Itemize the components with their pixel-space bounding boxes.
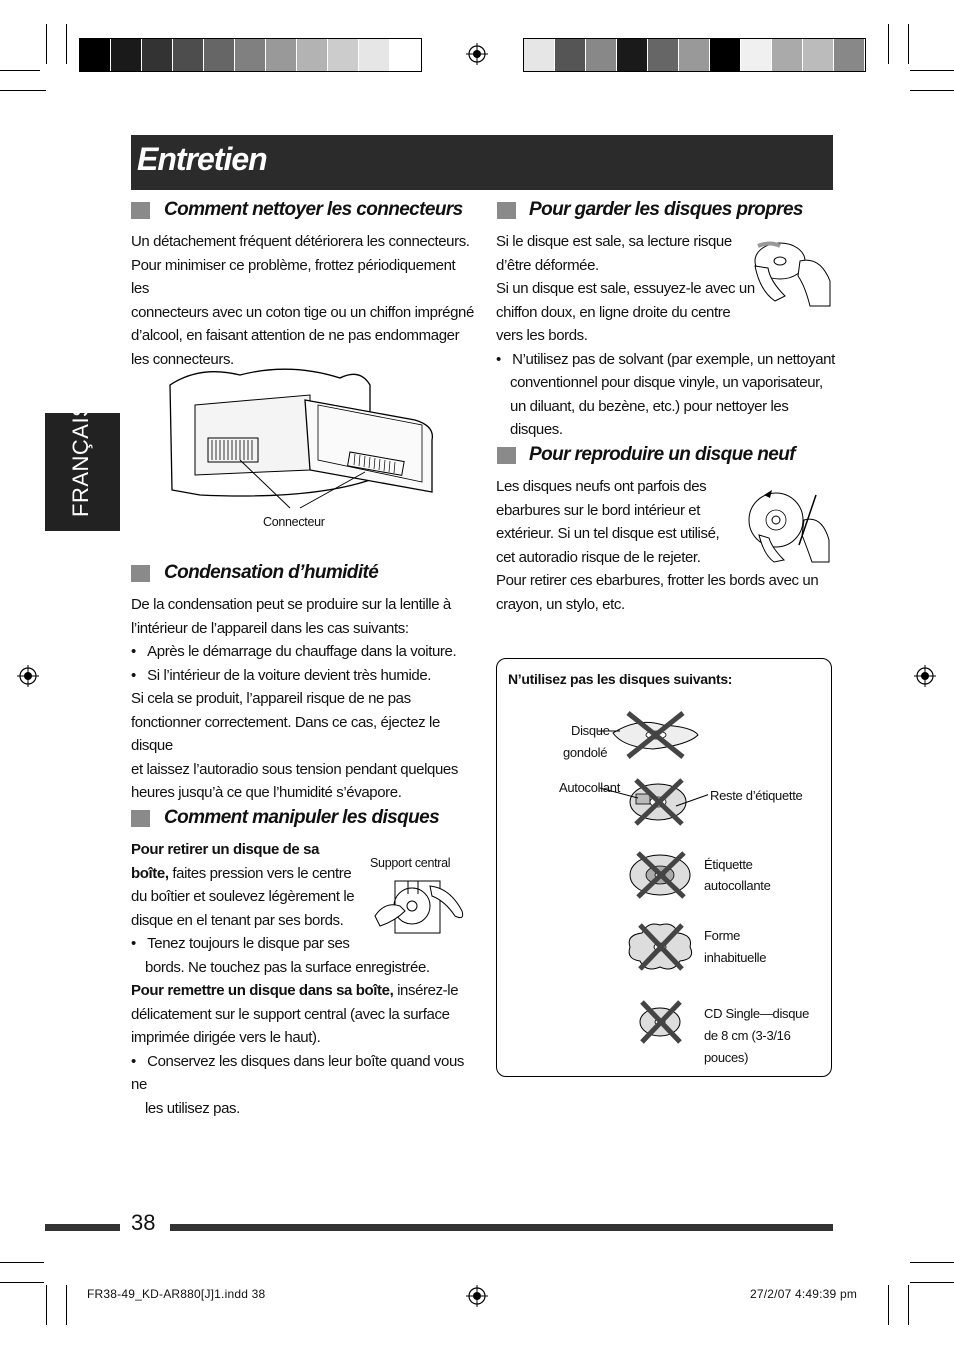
crop-mark [910, 70, 954, 71]
bullet-text: Après le démarrage du chauffage dans la voiture. [147, 643, 457, 660]
text-line: Pour minimiser ce problème, frottez périodiquement les [131, 256, 456, 297]
label-8cm: de 8 cm (3-3/16 [704, 1028, 791, 1043]
bold-text: Pour remettre un disque dans sa boîte, [131, 982, 394, 999]
label-etiquette: Étiquette [704, 857, 753, 872]
color-swatch [80, 39, 111, 71]
text-line: Un détachement fréquent détériorera les connecteurs. [131, 233, 470, 250]
bullet-text: Tenez toujours le disque par ses [147, 935, 350, 952]
crop-mark [910, 1262, 954, 1263]
footer-rule-right [170, 1224, 833, 1231]
text-line: imprimée dirigée vers le haut). [131, 1029, 321, 1046]
label-pouces: pouces) [704, 1050, 749, 1065]
text-line: vers les bords. [496, 327, 588, 344]
label-inhabituelle: inhabituelle [704, 950, 767, 965]
heading-manipuler: Comment manipuler les disques [164, 807, 440, 828]
text-line: Pour retirer ces ebarbures, frotter les bords avec un [496, 572, 819, 589]
crop-mark [910, 1282, 954, 1283]
text-line: extérieur. Si un tel disque est utilisé, [496, 525, 720, 542]
heading-propres: Pour garder les disques propres [529, 199, 803, 220]
language-tab-label: FRANÇAIS [68, 401, 93, 517]
color-swatch [297, 39, 328, 71]
crop-mark [46, 24, 47, 64]
text-line: Si un disque est sale, essuyez-le avec un [496, 280, 755, 297]
label-disc-icon [630, 853, 690, 897]
bullet-text: conventionnel pour disque vinyle, un vaporisateur, [510, 374, 823, 391]
color-swatch [142, 39, 173, 71]
text-line: du boîtier et soulevez légèrement le [131, 888, 355, 905]
crop-mark [66, 24, 67, 64]
warped-disc-icon [598, 713, 698, 757]
crop-mark [0, 90, 46, 91]
color-swatch [772, 39, 803, 71]
bullet-item: • Si l’intérieur de la voiture devient très humide. [131, 666, 432, 684]
text-connecteurs [131, 230, 476, 371]
color-swatch [803, 39, 834, 71]
text-line: d’être déformée. [496, 256, 599, 274]
disc-case-hand-illustration [370, 876, 468, 938]
color-swatch [741, 39, 772, 71]
bullet-text: bords. Ne touchez pas la surface enregistrée. [145, 958, 430, 976]
warning-box-heading: N’utilisez pas les disques suivants: [508, 671, 733, 687]
color-swatch [204, 39, 235, 71]
bullet-item: • Tenez toujours le disque par ses [131, 935, 350, 952]
bullet-text: Conservez les disques dans leur boîte quand vous ne [131, 1052, 464, 1093]
figure-label-support: Support central [370, 856, 451, 870]
label-disque: Disque [571, 723, 610, 738]
section-marker [131, 810, 150, 827]
color-swatch [617, 39, 648, 71]
disc-cleaning-illustration [750, 236, 834, 308]
language-tab [45, 401, 120, 531]
label-cd-single: CD Single—disque [704, 1006, 810, 1021]
text-line: et laissez l’autoradio sous tension pendant quelques [131, 760, 458, 778]
color-swatch [834, 39, 865, 71]
crop-mark [908, 24, 909, 64]
crop-mark [0, 70, 40, 71]
bullet-item: • Après le démarrage du chauffage dans la voiture. [131, 643, 457, 660]
registration-mark-icon [466, 43, 488, 65]
color-swatch [679, 39, 710, 71]
text-line: ebarbures sur le bord intérieur et [496, 501, 701, 519]
color-swatch [555, 39, 586, 71]
section-marker [497, 202, 516, 219]
text-line: connecteurs avec un coton tige ou un chiffon imprégné [131, 303, 474, 321]
color-swatch [586, 39, 617, 71]
heading-connecteurs: Comment nettoyer les connecteurs [164, 199, 463, 220]
label-autocollant: Autocollant [559, 780, 621, 795]
footer-date-info: 27/2/07 4:49:39 pm [750, 1287, 858, 1301]
figure-label-connecteur: Connecteur [263, 515, 325, 529]
color-swatch-bar-right [523, 38, 866, 72]
label-autocollante: autocollante [704, 878, 771, 893]
color-swatch [710, 39, 741, 71]
text-condensation [131, 593, 476, 805]
color-swatch [524, 39, 555, 71]
crop-mark [888, 1285, 889, 1325]
page-number: 38 [131, 1210, 156, 1235]
bullet-item: • Conservez les disques dans leur boîte quand vous ne [131, 1052, 464, 1093]
text-line: l’intérieur de l’appareil dans les cas suivants: [131, 619, 409, 637]
bold-text: Pour retirer un disque de sa [131, 841, 320, 858]
section-marker [497, 447, 516, 464]
color-swatch [390, 39, 421, 71]
bullet-text: Si l’intérieur de la voiture devient très humide. [147, 666, 432, 684]
label-gondole: gondolé [563, 745, 608, 760]
section-marker [131, 202, 150, 219]
crop-mark [910, 90, 954, 91]
text-line: fonctionner correctement. Dans ce cas, éjectez le disque [131, 713, 440, 754]
title-bar [131, 135, 833, 190]
page-title: Entretien [137, 141, 267, 177]
text-line: De la condensation peut se produire sur la lentille à [131, 596, 451, 613]
text-line: les connecteurs. [131, 350, 234, 368]
text-line: chiffon doux, en ligne droite du centre [496, 303, 731, 321]
text-line: d’alcool, en faisant attention de ne pas endommager [131, 327, 460, 344]
crop-mark [66, 1285, 67, 1325]
registration-mark-icon [466, 1285, 488, 1307]
heading-neuf: Pour reproduire un disque neuf [529, 444, 795, 465]
color-swatch [173, 39, 204, 71]
color-swatch [648, 39, 679, 71]
footer-rule-left [45, 1224, 120, 1231]
bold-text: boîte, [131, 864, 169, 882]
crop-mark [888, 24, 889, 64]
label-forme: Forme [704, 928, 741, 943]
color-swatch [359, 39, 390, 71]
bullet-text: un diluant, du bezène, etc.) pour nettoyer les disques. [510, 397, 789, 438]
bullet-item: • N’utilisez pas de solvant (par exemple, un nettoyant [496, 350, 835, 368]
footer-file-info: FR38-49_KD-AR880[J]1.indd 38 [87, 1287, 266, 1301]
text-line: Si le disque est sale, sa lecture risque [496, 233, 732, 250]
odd-shape-disc-icon [629, 924, 692, 969]
crop-mark [0, 1282, 44, 1283]
color-swatch [266, 39, 297, 71]
label-reste-etiquette: Reste d’étiquette [710, 788, 803, 803]
cd-single-disc-icon [640, 1002, 680, 1042]
crop-mark [908, 1285, 909, 1325]
text-fragment: insérez-le [393, 982, 459, 999]
color-swatch [235, 39, 266, 71]
text-line: Les disques neufs ont parfois des [496, 478, 707, 495]
text-line: heures jusqu’à ce que l’humidité s’évapore. [131, 784, 402, 801]
text-fragment: faites pression vers le centre [168, 864, 352, 882]
bullet-text: les utilisez pas. [145, 1099, 240, 1117]
section-marker [131, 565, 150, 582]
text-line: Si cela se produit, l’appareil risque de ne pas [131, 690, 411, 707]
color-swatch [328, 39, 359, 71]
text-line: crayon, un stylo, etc. [496, 595, 625, 613]
text-line: disque en el tenant par ses bords. [131, 911, 344, 929]
registration-mark-icon [17, 665, 39, 687]
color-swatch [111, 39, 142, 71]
heading-condensation: Condensation d’humidité [164, 562, 379, 583]
crop-mark [46, 1285, 47, 1325]
crop-mark [0, 1262, 44, 1263]
registration-mark-icon [914, 665, 936, 687]
bullet-text: N’utilisez pas de solvant (par exemple, un nettoyant [512, 350, 835, 368]
disc-burr-removal-illustration [744, 490, 834, 565]
text-line: délicatement sur le support central (avec la surface [131, 1005, 450, 1023]
color-swatch-bar-left [79, 38, 422, 72]
connector-illustration [160, 360, 450, 510]
text-line: cet autoradio risque de le rejeter. [496, 548, 701, 566]
bad-discs-diagram [598, 705, 708, 1070]
